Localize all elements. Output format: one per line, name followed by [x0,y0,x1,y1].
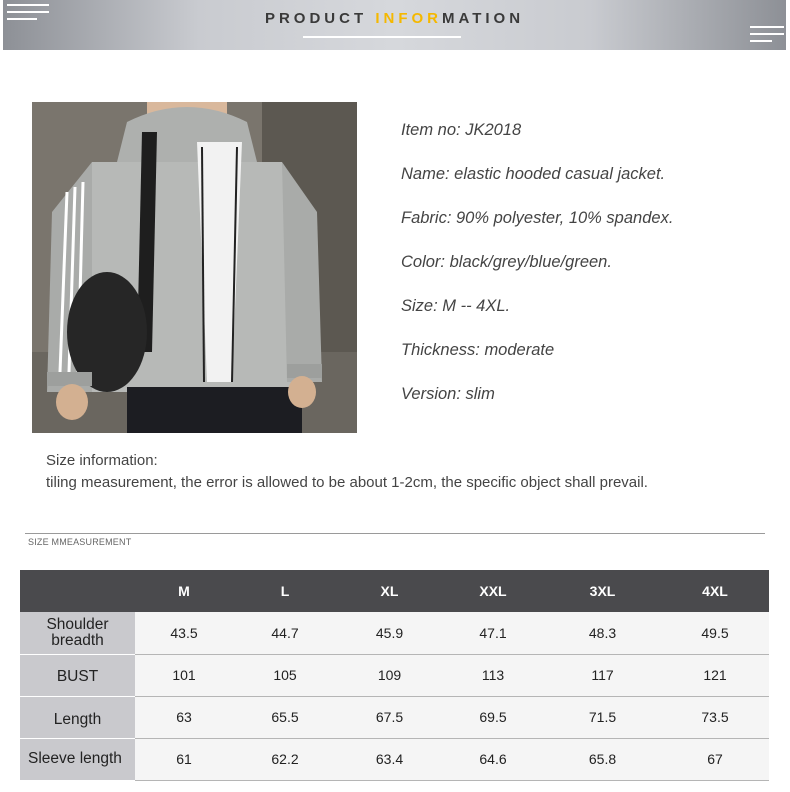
table-cell: 49.5 [661,612,769,654]
row-label-sleeve-length: Sleeve length [20,738,135,780]
item-number: Item no: JK2018 [401,121,522,139]
table-row [20,696,769,738]
table-cell: 47.1 [442,612,544,654]
table-cell: 67.5 [337,696,442,738]
table-cell: 105 [233,654,337,696]
header-size-l: L [233,570,337,612]
divider [25,533,765,534]
jacket-model-illustration [32,102,357,433]
table-row [20,654,769,696]
size-range: Size: M -- 4XL. [401,297,511,315]
product-photo [32,102,357,433]
table-row [20,738,769,780]
table-cell: 63.4 [337,738,442,780]
table-cell: 44.7 [233,612,337,654]
row-label-bust: BUST [20,654,135,696]
size-table [20,570,769,781]
table-cell: 67 [661,738,769,780]
banner-title: PRODUCT INFORMATION [264,10,525,27]
version: Version: slim [401,385,495,403]
menu-lines-icon [750,26,790,48]
table-cell: 69.5 [442,696,544,738]
thickness: Thickness: moderate [401,341,555,359]
banner-underline [303,36,461,38]
table-cell: 65.8 [544,738,661,780]
product-info-list [401,118,781,426]
product-information-banner [3,0,786,50]
product-name: Name: elastic hooded casual jacket. [401,165,666,183]
table-cell: 61 [135,738,233,780]
size-measurement-caption: SIZE MMEASUREMENT [28,537,132,547]
size-info-text: tiling measurement, the error is allowed to be about 1-2cm, the specific object shall prevail. [46,474,648,491]
header-size-3xl: 3XL [544,570,661,612]
row-label-length: Length [20,696,135,738]
table-cell: 65.5 [233,696,337,738]
table-cell: 63 [135,696,233,738]
header-size-xxl: XXL [442,570,544,612]
table-cell: 45.9 [337,612,442,654]
table-cell: 62.2 [233,738,337,780]
table-cell: 73.5 [661,696,769,738]
table-row [20,612,769,654]
fabric: Fabric: 90% polyester, 10% spandex. [401,209,674,227]
table-cell: 48.3 [544,612,661,654]
size-information-note [46,450,648,494]
table-cell: 113 [442,654,544,696]
header-size-m: M [135,570,233,612]
table-cell: 121 [661,654,769,696]
header-corner [20,570,135,612]
row-label-line: breadth [51,631,104,649]
table-cell: 117 [544,654,661,696]
size-table-header-row [20,570,769,612]
table-cell: 109 [337,654,442,696]
row-label-shoulder-breadth [20,612,135,654]
table-cell: 71.5 [544,696,661,738]
table-cell: 43.5 [135,612,233,654]
color: Color: black/grey/blue/green. [401,253,612,271]
size-info-heading: Size information: [46,452,158,469]
row-label-line: Shoulder [46,615,109,633]
header-size-xl: XL [337,570,442,612]
table-cell: 101 [135,654,233,696]
table-cell: 64.6 [442,738,544,780]
header-size-4xl: 4XL [661,570,769,612]
